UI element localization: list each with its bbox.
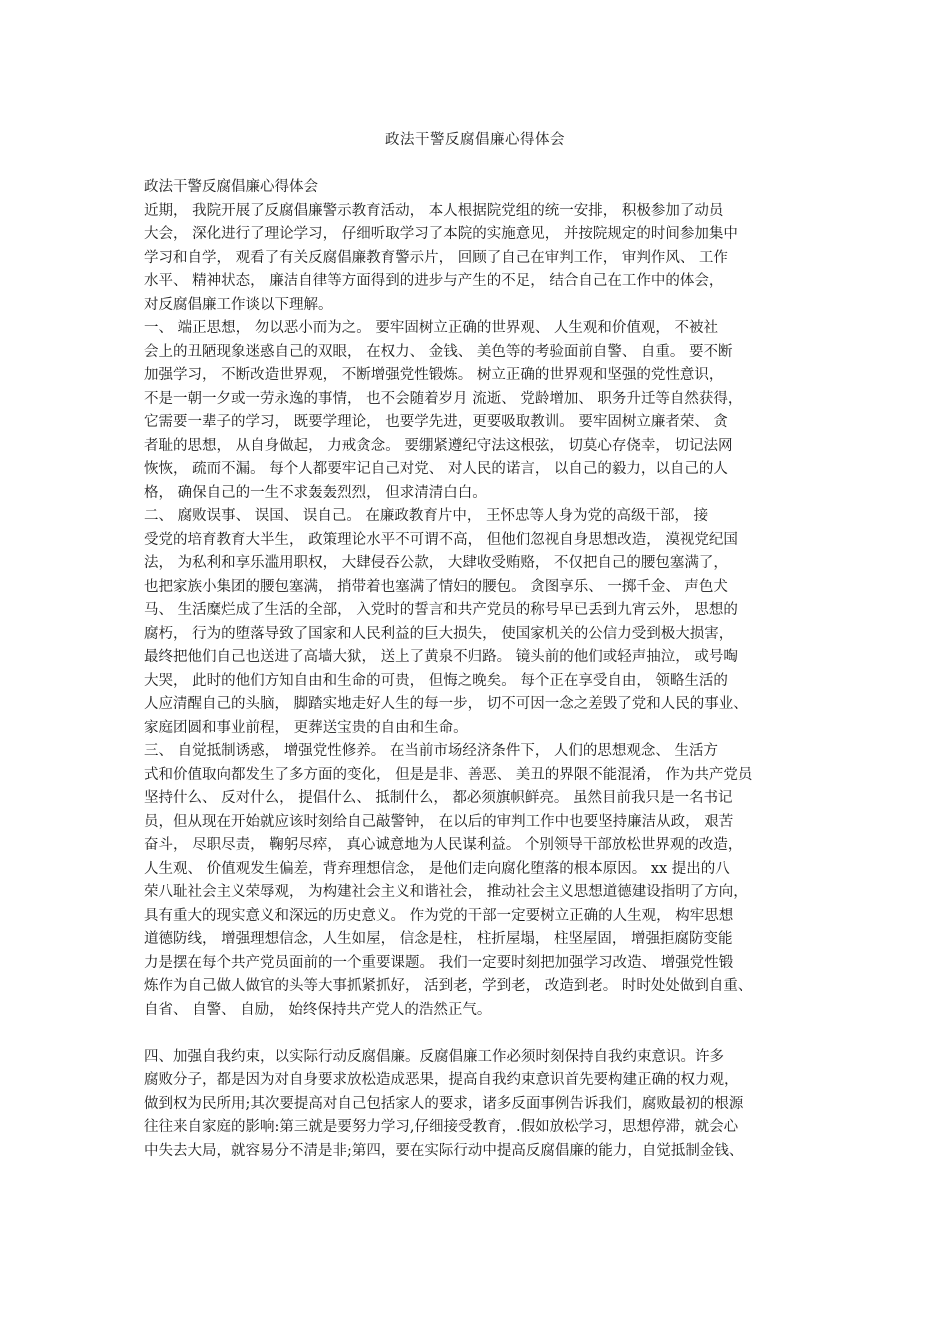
text-line: 做到权为民所用;其次要提高对自己包括家人的要求，诸多反面事例告诉我们，腐败最初的根源 — [144, 1095, 744, 1112]
text-line: 员，但从现在开始就应该时刻给自己敲警钟， 在以后的审判工作中也要坚持廉洁从政， 艰苦 — [144, 813, 734, 830]
text-line: 近期， 我院开展了反腐倡廉警示教育活动， 本人根据院党组的统一安排， 积极参加了动员 — [144, 202, 724, 219]
text-line: 自省、 自警、 自励， 始终保持共产党人的浩然正气。 — [144, 1001, 492, 1018]
text-line: 学习和自学， 观看了有关反腐倡廉教育警示片， 回顾了自己在审判工作， 审判作风、 工作 — [144, 249, 728, 266]
text-line: 腐败分子，都是因为对自身要求放松造成恶果，提高自我约束意识首先要构建正确的权力观， — [144, 1072, 739, 1088]
text-line: 水平、 精神状态， 廉洁自律等方面得到的进步与产生的不足， 结合自己在工作中的体会， — [144, 273, 724, 289]
text-line: 荣八耻社会主义荣辱观， 为构建社会主义和谐社会， 推动社会主义思想道德建设指明了方向， — [144, 884, 748, 900]
text-line: 对反腐倡廉工作谈以下理解。 — [144, 296, 333, 313]
text-line: 中失去大局，就容易分不清是非;第四，要在实际行动中提高反腐倡廉的能力，自觉抵制金钱、 — [144, 1142, 744, 1159]
text-line: 具有重大的现实意义和深远的历史意义。 作为党的干部一定要树立正确的人生观， 构牢思想 — [144, 907, 734, 924]
text-line: 它需要一辈子的学习， 既要学理论， 也要学先进，更要吸取教训。 要牢固树立廉者荣、 贪 — [144, 414, 728, 430]
text-line: 式和价值取向都发生了多方面的变化， 但是是非、善恶、 美丑的界限不能混淆， 作为共产党员 — [144, 766, 753, 783]
paragraph-spacer — [144, 1022, 810, 1046]
document-subtitle: 政法干警反腐倡廉心得体会 — [144, 179, 318, 195]
text-line: 二、 腐败误事、 误国、 误自己。 在廉政教育片中， 王怀忠等人身为党的高级干部， 接 — [144, 508, 709, 524]
text-line: 道德防线， 增强理想信念，人生如屋， 信念是柱， 柱折屋塌， 柱坚屋固， 增强拒腐防变能 — [144, 931, 733, 947]
text-line: 加强学习， 不断改造世界观， 不断增强党性锻炼。 树立正确的世界观和坚强的党性意识， — [144, 367, 724, 383]
text-line: 大会， 深化进行了理论学习， 仔细听取学习了本院的实施意见， 并按院规定的时间参加集中 — [144, 226, 738, 242]
text-line: 恢恢， 疏而不漏。 每个人都要牢记自己对党、 对人民的诺言， 以自己的毅力，以自己的人 — [144, 461, 728, 477]
text-line: 也把家族小集团的腰包塞满， 捎带着也塞满了情妇的腰包。 贪图享乐、 一掷千金、 声色犬 — [144, 578, 728, 595]
text-line: 一、 端正思想， 勿以恶小而为之。 要牢固树立正确的世界观、 人生观和价值观， 不被社 — [144, 320, 719, 336]
body-text — [144, 200, 810, 1164]
text-line: 最终把他们自己也送进了高墙大狱， 送上了黄泉不归路。 镜头前的他们或轻声抽泣， 或号啕 — [144, 649, 738, 665]
document-body — [144, 176, 810, 1163]
text-line: 格， 确保自己的一生不求轰轰烈烈， 但求清清白白。 — [144, 484, 487, 501]
text-line: 大哭， 此时的他们方知自由和生命的可贵， 但悔之晚矣。 每个正在享受自由， 领略生活的 — [144, 672, 728, 689]
text-line: 家庭团圆和事业前程， 更葬送宝贵的自由和生命。 — [144, 719, 468, 736]
text-line: 者耻的思想， 从自身做起， 力戒贪念。 要绷紧遵纪守法这根弦， 切莫心存侥幸， 切记法网 — [144, 437, 733, 454]
text-line: 力是摆在每个共产党员面前的一个重要课题。 我们一定要时刻把加强学习改造、 增强党性锻 — [144, 954, 734, 971]
text-line: 四、加强自我约束，以实际行动反腐倡廉。反腐倡廉工作必须时刻保持自我约束意识。许多 — [144, 1048, 724, 1065]
text-line: 法， 为私利和享乐滥用职权， 大肆侵吞公款， 大肆收受贿赂， 不仅把自己的腰包塞满了， — [144, 555, 728, 571]
text-line: 马、 生活糜烂成了生活的全部， 入党时的誓言和共产党员的称号早已丢到九宵云外， 思想的 — [144, 602, 738, 618]
text-line: 三、 自觉抵制诱惑， 增强党性修养。 在当前市场经济条件下， 人们的思想观念、 生活方 — [144, 743, 719, 759]
text-line: 人应清醒自己的头脑， 脚踏实地走好人生的每一步， 切不可因一念之差毁了党和人民的事业、 — [144, 696, 748, 712]
text-line: 腐朽， 行为的堕落导致了国家和人民利益的巨大损失， 使国家机关的公信力受到极大损害， — [144, 625, 734, 642]
text-line: 坚持什么、 反对什么， 提倡什么、 抵制什么， 都必须旗帜鲜亮。 虽然目前我只是一名书记 — [144, 790, 733, 806]
text-line: 炼作为自己做人做官的头等大事抓紧抓好， 活到老，学到老， 改造到老。 时时处处做到自重、 — [144, 978, 753, 994]
text-line: 往往来自家庭的影响:第三就是要努力学习,仔细接受教育，.假如放松学习，思想停滞，就会心 — [144, 1119, 739, 1135]
text-line: 人生观、 价值观发生偏差，背弃理想信念， 是他们走向腐化堕落的根本原因。 xx 提出的八 — [144, 860, 730, 877]
text-line: 奋斗， 尽职尽责， 鞠躬尽瘁， 真心诚意地为人民谋利益。 个别领导干部放松世界观的改造， — [144, 837, 743, 853]
text-line: 受党的培育教育大半生， 政策理论水平不可谓不高， 但他们忽视自身思想改造， 漠视党纪国 — [144, 531, 738, 548]
document-title: 政法干警反腐倡廉心得体会 — [385, 132, 565, 148]
text-line: 不是一朝一夕或一劳永逸的事情， 也不会随着岁月 流逝、 党龄增加、 职务升迁等自然获得， — [144, 390, 743, 407]
text-line: 会上的丑陋现象迷惑自己的双眼， 在权力、 金钱、 美色等的考验面前自警、 自重。 要不断 — [144, 343, 733, 360]
